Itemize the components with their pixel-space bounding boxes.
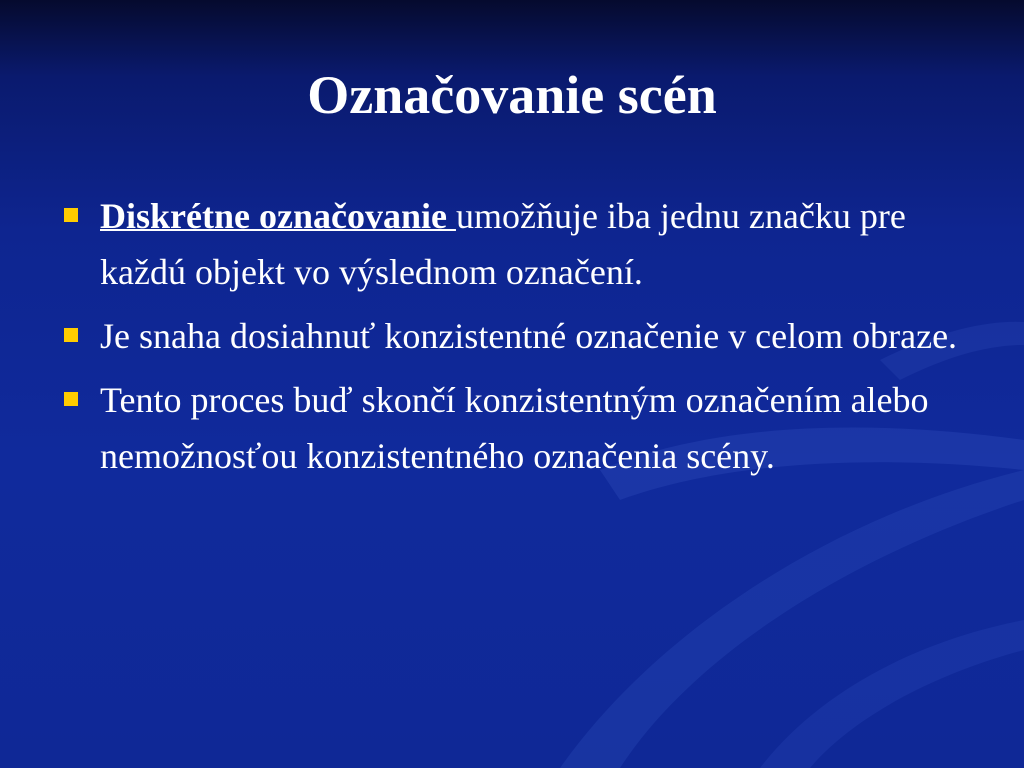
bullet-text: umožňuje iba jednu značku pre každú objekt vo výslednom označení.: [100, 196, 906, 292]
bullet-item-3: [62, 372, 962, 484]
slide-title: Označovanie scén: [307, 65, 717, 125]
bullet-text: Tento proces buď skončí konzistentným označením alebo nemožnosťou konzistentného označenia scény.: [100, 380, 929, 476]
bullet-term: Diskrétne označovanie: [100, 196, 456, 236]
bullet-list: [62, 188, 962, 492]
square-bullet-icon: [64, 392, 78, 406]
square-bullet-icon: [64, 328, 78, 342]
bullet-item-2: [62, 308, 962, 364]
bullet-text: Je snaha dosiahnuť konzistentné označenie v celom obraze.: [100, 316, 958, 356]
square-bullet-icon: [64, 208, 78, 222]
bullet-item-1: [62, 188, 962, 300]
